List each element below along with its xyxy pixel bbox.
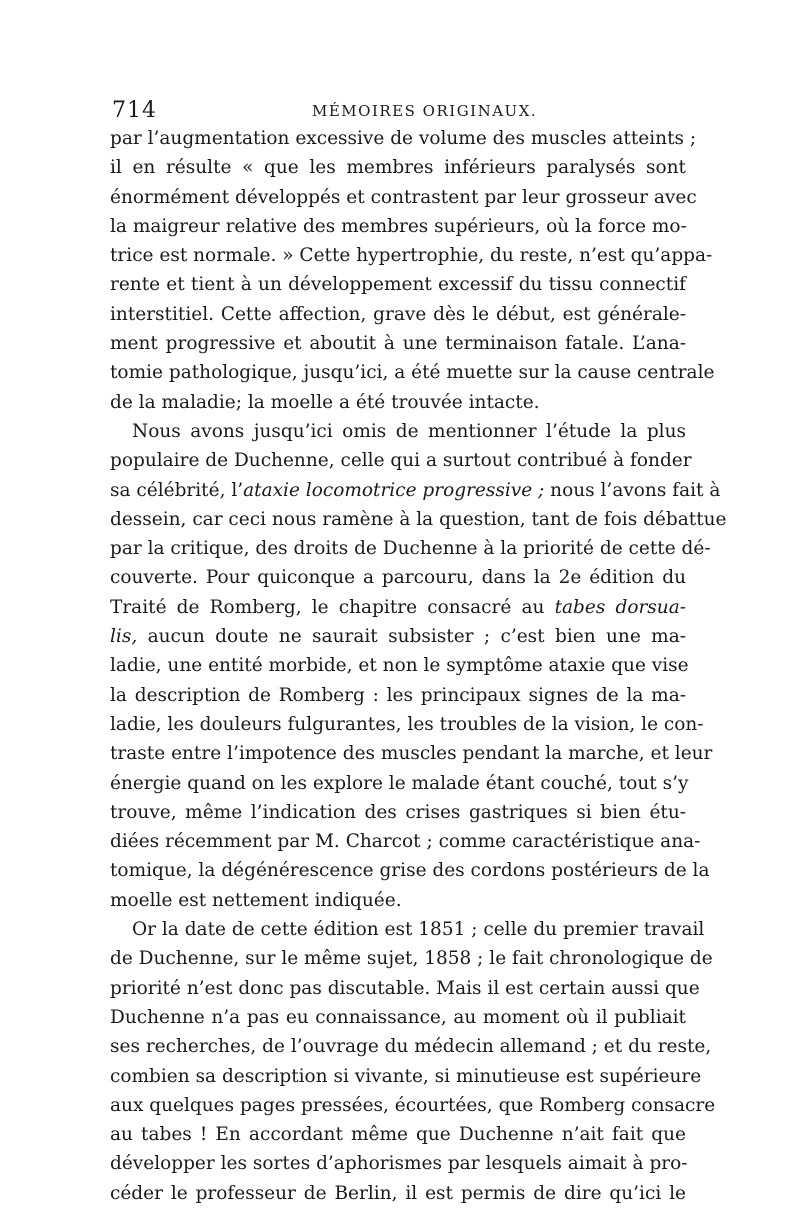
text-line: ses recherches, de l’ouvrage du médecin allemand ; et du reste, bbox=[110, 1036, 712, 1058]
text-line: Or la date de cette édition est 1851 ; celle du premier travail bbox=[132, 919, 705, 941]
text-line bbox=[110, 622, 686, 651]
text-line: combien sa description si vivante, si minutieuse est supérieure bbox=[110, 1065, 702, 1087]
text-line: céder le professeur de Berlin, il est permis de dire qu’ici le bbox=[110, 1182, 686, 1204]
text-span: aucun doute ne saurait subsister ; c’est bien une ma- bbox=[137, 626, 686, 648]
paragraph-3 bbox=[110, 915, 716, 1208]
text-line: couverte. Pour quiconque a parcouru, dans la 2e édition du bbox=[110, 567, 686, 589]
text-line: diées récemment par M. Charcot ; comme caractéristique ana- bbox=[110, 831, 701, 853]
text-span: Traité de Romberg, le chapitre consacré au bbox=[110, 596, 555, 618]
text-line: interstitiel. Cette affection, grave dès le début, est générale- bbox=[110, 303, 686, 325]
paragraph-1 bbox=[110, 124, 715, 417]
text-line: trouve, même l’indication des crises gastriques si bien étu- bbox=[110, 801, 686, 823]
page-header bbox=[112, 98, 672, 124]
text-line: de Duchenne, sur le même sujet, 1858 ; le fait chronologique de bbox=[110, 948, 713, 970]
text-line: énergie quand on les explore le malade étant couché, tout s’y bbox=[110, 772, 689, 794]
page-number: 714 bbox=[112, 98, 157, 123]
text-line bbox=[110, 476, 721, 505]
text-line: ment progressive et aboutit à une terminaison fatale. L’ana- bbox=[110, 333, 686, 355]
text-line: priorité n’est donc pas discutable. Mais il est certain aussi que bbox=[110, 977, 700, 999]
text-line: tomie pathologique, jusqu’ici, a été muette sur la cause centrale bbox=[110, 362, 715, 384]
text-line: moelle est nettement indiquée. bbox=[110, 889, 402, 911]
text-line: la maigreur relative des membres supérieurs, où la force mo- bbox=[110, 215, 687, 237]
text-line: dessein, car ceci nous ramène à la question, tant de fois débattue bbox=[110, 508, 727, 530]
text-line: ladie, les douleurs fulgurantes, les troubles de la vision, le con- bbox=[110, 713, 704, 735]
italic-title: tabes dorsua- bbox=[554, 596, 686, 618]
text-line: par la critique, des droits de Duchenne à la priorité de cette dé- bbox=[110, 538, 711, 560]
italic-title: lis, bbox=[110, 626, 138, 648]
text-line: par l’augmentation excessive de volume des muscles atteints ; bbox=[110, 128, 697, 149]
text-line: populaire de Duchenne, celle qui a surtout contribué à fonder bbox=[110, 450, 692, 472]
text-span: nous l’avons fait à bbox=[544, 479, 721, 501]
text-line: au tabes ! En accordant même que Duchenne n’ait fait que bbox=[110, 1124, 686, 1146]
paragraph-2 bbox=[110, 417, 727, 915]
text-line: énormément développés et contrastent par leur grosseur avec bbox=[110, 186, 697, 208]
text-line: développer les sortes d’aphorismes par lesquels aimait à pro- bbox=[110, 1153, 688, 1175]
text-line bbox=[110, 593, 686, 622]
text-line: Nous avons jusqu’ici omis de mentionner l’étude la plus bbox=[132, 420, 686, 442]
italic-title: ataxie locomotrice progressive ; bbox=[243, 479, 545, 501]
text-line: trice est normale. » Cette hypertrophie, du reste, n’est qu’appa- bbox=[110, 245, 713, 267]
text-line: traste entre l’impotence des muscles pendant la marche, et leur bbox=[110, 743, 713, 765]
text-span: sa célébrité, l’ bbox=[110, 479, 244, 501]
text-line: aux quelques pages pressées, écourtées, que Romberg consacre bbox=[110, 1094, 716, 1116]
text-line: Duchenne n’a pas eu connaissance, au moment où il publiait bbox=[110, 1006, 686, 1028]
text-line: rente et tient à un développement excessif du tissu connectif bbox=[110, 274, 686, 296]
text-line: il en résulte « que les membres inférieurs paralysés sont bbox=[110, 157, 686, 179]
text-line: ladie, une entité morbide, et non le symptôme ataxie que vise bbox=[110, 655, 689, 677]
body-text bbox=[110, 124, 727, 1208]
text-line: la description de Romberg : les principaux signes de la ma- bbox=[110, 684, 686, 706]
text-line: tomique, la dégénérescence grise des cordons postérieurs de la bbox=[110, 860, 710, 882]
text-line: de la maladie; la moelle a été trouvée intacte. bbox=[110, 391, 540, 413]
running-title: MÉMOIRES ORIGINAUX. bbox=[312, 102, 538, 120]
